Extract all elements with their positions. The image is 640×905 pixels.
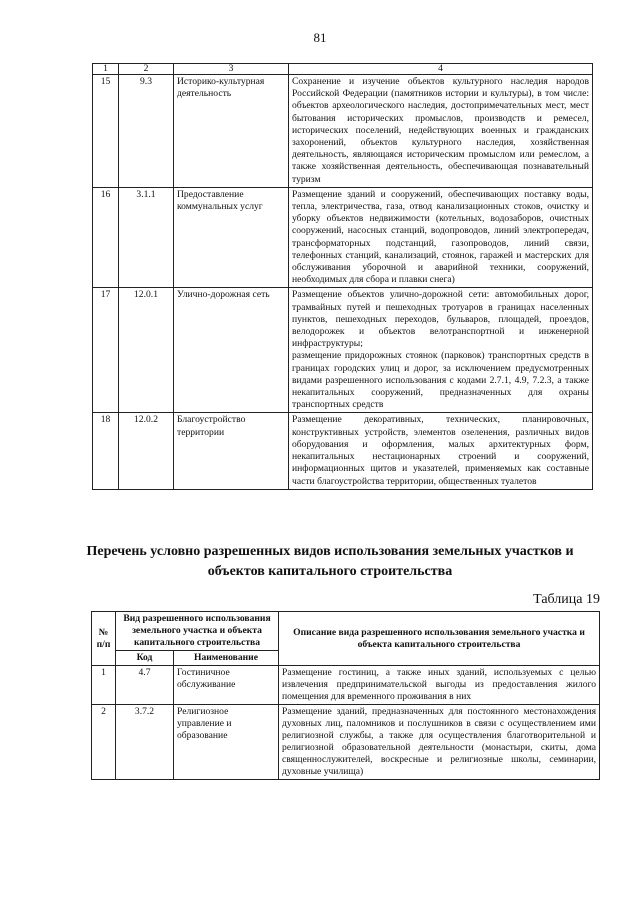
conditional-use-table [91,611,600,780]
table-row [93,288,593,413]
header-description: Описание вида разрешенного использования земельного участка и объекта капитального строительства [279,612,600,666]
use-code: 9.3 [119,75,174,188]
use-name: Религиозное управление и образование [174,705,279,780]
use-code: 3.7.2 [116,705,174,780]
use-name: Улично-дорожная сеть [174,288,289,413]
table-row [93,75,593,188]
use-code: 3.1.1 [119,187,174,288]
header-name: Наименование [174,651,279,666]
use-code: 4.7 [116,666,174,705]
row-number: 16 [93,187,119,288]
page-number: 81 [313,30,327,45]
use-description: Размещение декоративных, технических, планировочных, конструктивных устройств, элементов озеленения, различных видов оборудования и оформления, малых архитектурных форм, некапитальных нестационарных строений и сооружений, информационных щитов и указателей, применяемых как составные части благоустройства территории, общественных туалетов [289,413,593,489]
column-number-row [93,64,593,75]
use-description: Размещение гостиниц, а также иных зданий, используемых с целью извлечения предпринимательской выгоды из предоставления жилого помещения для временного проживания в них [279,666,600,705]
table-row [92,666,600,705]
header-use-type: Вид разрешенного использования земельного участка и объекта капитального строительства [116,612,279,651]
table-row [93,413,593,489]
use-description: Размещение зданий, предназначенных для постоянного местонахождения духовных лиц, паломников и послушников в связи с осуществлением ими религиозной службы, а также для осуществления благотворительной и религиозной образовательной деятельности (монастыри, скиты, дома священнослужителей, воскресные и религиозные школы, семинарии, духовные училища) [279,705,600,780]
use-code: 12.0.2 [119,413,174,489]
column-number: 4 [289,64,593,75]
column-number: 2 [119,64,174,75]
use-name: Благоустройство территории [174,413,289,489]
use-description: Размещение зданий и сооружений, обеспечивающих поставку воды, тепла, электричества, газа, отвод канализационных стоков, очистку и уборку объектов недвижимости (котельных, водозаборов, очистных сооружений, насосных станций, водопроводов, линий электропередач, трансформаторных подстанций, газопроводов, линий связи, телефонных станций, канализаций, стоянок, гаражей и мастерских для обслуживания уборочной и аварийной техники, сооружений, необходимых для сбора и плавки снега) [289,187,593,288]
row-number: 2 [92,705,116,780]
header-code: Код [116,651,174,666]
land-use-table-continued [92,63,593,490]
use-code: 12.0.1 [119,288,174,413]
column-number: 1 [93,64,119,75]
row-number: 18 [93,413,119,489]
use-name: Историко-культурная деятельность [174,75,289,188]
row-number: 15 [93,75,119,188]
use-name: Предоставление коммунальных услуг [174,187,289,288]
use-name: Гостиничное обслуживание [174,666,279,705]
row-number: 17 [93,288,119,413]
use-description-part: размещение придорожных стоянок (парковок) транспортных средств в границах городских улиц и дорог, за исключением предусмотренных видами разрешенного использования с кодами 2.7.1, 4.9, 7.2.3, а также некапитальных сооружений, предназначенных для охраны транспортных средств [292,350,589,411]
row-number: 1 [92,666,116,705]
table-row [92,705,600,780]
column-number: 3 [174,64,289,75]
use-description-part: Размещение объектов улично-дорожной сети: автомобильных дорог, трамвайных путей и пешеходных тротуаров в границах населенных пунктов, пешеходных переходов, бульваров, площадей, проездов, велодорожек и объектов велотранспортной и инженерной инфраструктуры; [292,289,589,350]
table-row [93,187,593,288]
table-caption: Таблица 19 [533,592,600,607]
use-description: Сохранение и изучение объектов культурного наследия народов Российской Федерации (памятников истории и культуры), в том числе: объектов археологического наследия, достопримечательных мест, мест бытования исторических промыслов, производств и ремесел, исторических поселений, недействующих военных и гражданских захоронений, объектов культурного наследия, хозяйственная деятельность, являющаяся историческим промыслом или ремеслом, а также хозяйственная деятельность, обеспечивающая познавательный туризм [289,75,593,188]
header-number: № п/п [92,612,116,666]
section-heading: Перечень условно разрешенных видов использования земельных участков и объектов капитального строительства [86,544,574,579]
use-description [289,288,593,413]
table-header-row [92,612,600,651]
